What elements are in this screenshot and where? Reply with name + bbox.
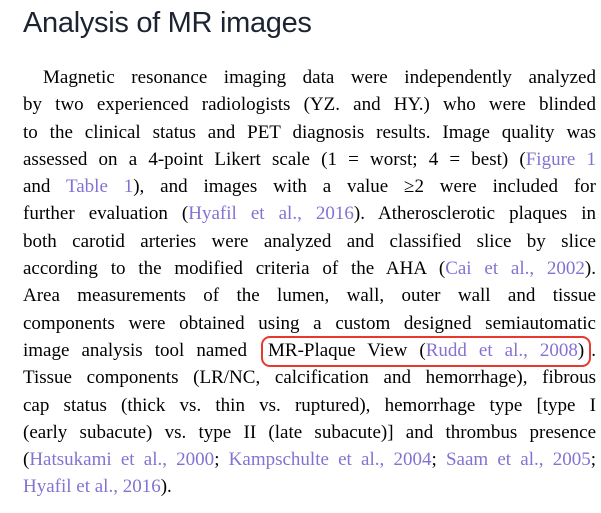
citation-link-rudd-2008[interactable]: Rudd et al., 2008 <box>425 339 578 361</box>
text-line-3 <box>23 119 596 146</box>
body-text: Magnetic resonance imaging data were independently analyzed <box>43 67 596 88</box>
body-text: image analysis tool named <box>23 339 259 361</box>
body-text: assessed on a 4-point Likert scale (1 = worst; 4 = best) ( <box>23 148 526 170</box>
body-text: cap status (thick vs. thin vs. ruptured), hemorrhage type [type I <box>23 394 596 416</box>
section-title: Analysis of MR images <box>23 7 312 39</box>
body-text: to the clinical status and PET diagnosis results. Image quality was <box>23 121 596 143</box>
text-line-13 <box>23 392 596 419</box>
citation-link-hatsukami-2000[interactable]: Hatsukami et al., 2000 <box>29 449 215 471</box>
text-line-2 <box>23 91 596 118</box>
body-text: further evaluation ( <box>23 203 189 225</box>
text-line-10 <box>23 310 596 337</box>
text-line-9 <box>23 282 596 309</box>
body-text: ; <box>431 449 446 471</box>
body-text: according to the modified criteria of the AHA ( <box>23 258 446 280</box>
text-line-5 <box>23 173 596 200</box>
body-text: Area measurements of the lumen, wall, outer wall and tissue <box>23 285 596 307</box>
text-line-6 <box>23 200 596 227</box>
body-text: MR-Plaque View ( <box>268 339 426 361</box>
annotation-highlight-box <box>261 336 591 367</box>
body-text: both carotid arteries were analyzed and classified slice by slice <box>23 230 596 252</box>
citation-link-figure-1[interactable]: Figure 1 <box>525 148 597 170</box>
body-text: ( <box>23 449 30 471</box>
body-text: ). <box>584 258 596 280</box>
text-line-8 <box>23 255 596 282</box>
text-line-14 <box>23 419 596 446</box>
citation-link-table-1[interactable]: Table 1 <box>65 176 134 198</box>
body-text: ; <box>214 449 229 471</box>
text-line-7 <box>23 228 596 255</box>
citation-link-hyafil-2016-second[interactable]: Hyafil et al., 2016 <box>23 476 161 498</box>
paragraph <box>23 64 596 501</box>
citation-link-kampschulte-2004[interactable]: Kampschulte et al., 2004 <box>228 449 432 471</box>
body-text: (early subacute) vs. type II (late subacute)] and thrombus presence <box>23 421 596 443</box>
text-line-16 <box>23 473 596 500</box>
body-text: by two experienced radiologists (YZ. and HY.) who were blinded <box>23 94 596 116</box>
text-line-1 <box>23 64 596 91</box>
body-text: and <box>23 176 66 198</box>
citation-link-cai-2002[interactable]: Cai et al., 2002 <box>445 258 585 280</box>
text-line-4 <box>23 146 596 173</box>
citation-link-saam-2005[interactable]: Saam et al., 2005 <box>445 449 591 471</box>
body-text: components were obtained using a custom designed semiautomatic <box>23 312 596 334</box>
citation-link-hyafil-2016[interactable]: Hyafil et al., 2016 <box>188 203 354 225</box>
body-text: . <box>591 339 596 361</box>
text-line-15 <box>23 446 596 473</box>
body-text: ). <box>160 476 172 498</box>
text-line-12 <box>23 364 596 391</box>
body-text: Tissue components (LR/NC, calcification and hemorrhage), fibrous <box>23 367 596 389</box>
text-line-11 <box>23 337 596 364</box>
body-text: ; <box>590 449 596 471</box>
body-text: ). Atherosclerotic plaques in <box>353 203 597 225</box>
body-text: ) <box>577 339 585 361</box>
body-text: ), and images with a value ≥2 were included for <box>133 176 596 198</box>
